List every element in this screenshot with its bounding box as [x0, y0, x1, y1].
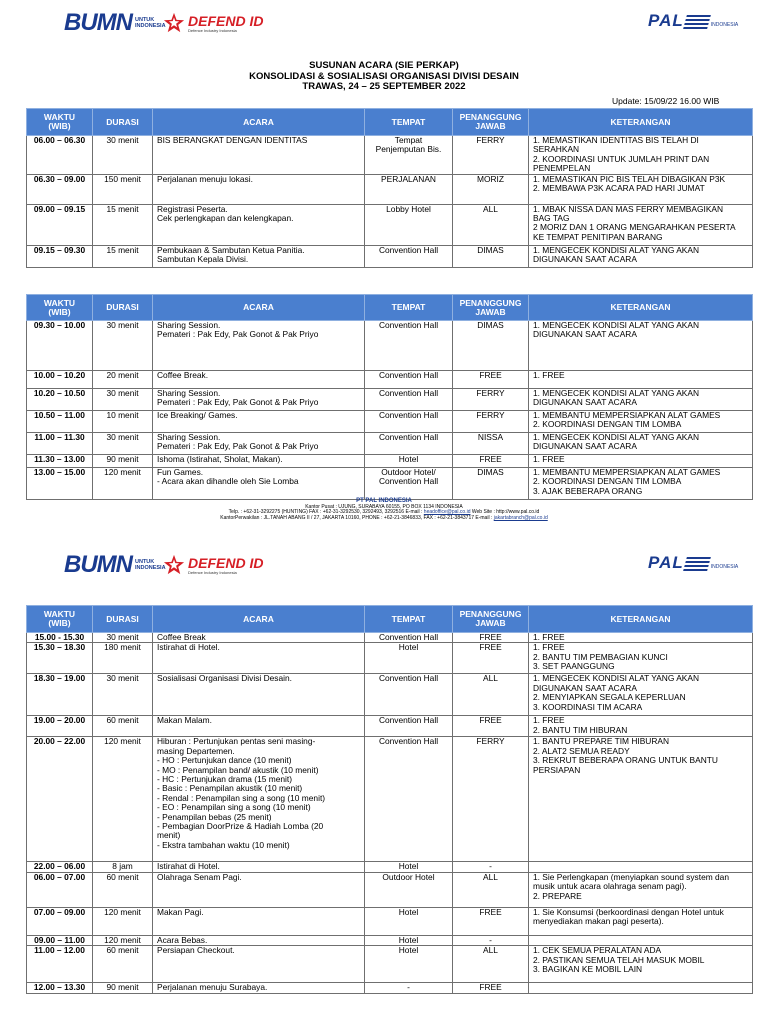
- bumn-logo-word: BUMN: [64, 9, 132, 36]
- cell-acara: Sharing Session. Pemateri : Pak Edy, Pak Gonot & Pak Priyo: [153, 433, 365, 455]
- cell-waktu: 07.00 – 09.00: [27, 907, 93, 935]
- bumn-logo: [64, 8, 165, 38]
- cell-tempat: Hotel: [365, 946, 453, 983]
- cell-keterangan: 1. MEMBANTU MEMPERSIAPKAN ALAT GAMES 2. KOORDINASI DENGAN TIM LOMBA: [529, 411, 753, 433]
- cell-penanggung-jawab: FERRY: [453, 411, 529, 433]
- company-footer: [0, 499, 768, 521]
- table-row: [27, 411, 753, 433]
- cell-tempat: Hotel: [365, 862, 453, 872]
- cell-keterangan: 1. MEMBANTU MEMPERSIAPKAN ALAT GAMES 2. KOORDINASI DENGAN TIM LOMBA 3. AJAK BEBERAPA ORANG: [529, 468, 753, 500]
- bumn-logo-sub: UNTUK INDONESIA: [135, 17, 166, 29]
- cell-durasi: 8 jam: [93, 862, 153, 872]
- cell-waktu: 06.00 – 06.30: [27, 136, 93, 175]
- cell-tempat: PERJALANAN: [365, 174, 453, 204]
- col-keterangan: KETERANGAN: [529, 109, 753, 136]
- cell-durasi: 30 menit: [93, 389, 153, 411]
- pal-logo-word: PAL: [648, 11, 684, 30]
- document-title: [0, 61, 768, 93]
- table-row: [27, 633, 753, 643]
- pal-logo-word: PAL: [648, 553, 684, 572]
- cell-waktu: 15.30 – 18.30: [27, 643, 93, 674]
- pal-stripes-icon: [683, 15, 711, 29]
- cell-tempat: Hotel: [365, 643, 453, 674]
- defend-logo-word: DEFEND ID: [188, 12, 264, 29]
- title-line-2: KONSOLIDASI & SOSIALISASI ORGANISASI DIVISI DESAIN: [249, 70, 519, 82]
- cell-keterangan: [529, 862, 753, 872]
- cell-durasi: 20 menit: [93, 371, 153, 389]
- cell-penanggung-jawab: DIMAS: [453, 321, 529, 371]
- cell-acara: Persiapan Checkout.: [153, 946, 365, 983]
- cell-keterangan: [529, 935, 753, 945]
- table-row: [27, 872, 753, 907]
- table-row: [27, 907, 753, 935]
- cell-acara: Pembukaan & Sambutan Ketua Panitia. Sambutan Kepala Divisi.: [153, 245, 365, 267]
- title-line-1: SUSUNAN ACARA (SIE PERKAP): [309, 60, 459, 71]
- cell-tempat: Outdoor Hotel: [365, 872, 453, 907]
- table-row: [27, 674, 753, 716]
- cell-durasi: 120 menit: [93, 737, 153, 862]
- cell-waktu: 11.30 – 13.00: [27, 455, 93, 468]
- cell-penanggung-jawab: FREE: [453, 716, 529, 737]
- cell-keterangan: 1. FREE 2. BANTU TIM PEMBAGIAN KUNCI 3. SET PAANGGUNG: [529, 643, 753, 674]
- cell-acara: Hiburan : Pertunjukan pentas seni masing- masing Departemen. - HO : Pertunjukan dance (10 menit) - MO : Penampilan band/ akustik (10 menit) - HC : Pertunjukan drama (15 menit) - Basic : Penampilan akustik (10 menit) - Rendal : Penampilan sing a song (10 menit) - EO : Penampilan sing a song (10 menit) - Penampilan bebas (25 menit) - Pembagian DoorPrize & Hadiah Lomba (20 menit) - Ekstra tambahan waktu (10 menit): [153, 737, 365, 862]
- cell-durasi: 60 menit: [93, 946, 153, 983]
- footer-phone-fax: Telp. : +62-31-3292275 (HUNTING) FAX : +62-31-3292530, 3292493, 3292516 E-mail :: [228, 509, 423, 516]
- cell-waktu: 11.00 – 12.00: [27, 946, 93, 983]
- pal-stripes-icon: [683, 557, 711, 571]
- table-row: [27, 174, 753, 204]
- cell-durasi: 90 menit: [93, 983, 153, 994]
- cell-durasi: 150 menit: [93, 174, 153, 204]
- cell-keterangan: 1. MEMASTIKAN PIC BIS TELAH DIBAGIKAN P3K 2. MEMBAWA P3K ACARA PAD HARI JUMAT: [529, 174, 753, 204]
- col-keterangan: KETERANGAN: [529, 606, 753, 633]
- cell-durasi: 30 menit: [93, 674, 153, 716]
- footer-email-branch[interactable]: jakartabranch@pal.co.id: [493, 514, 548, 521]
- cell-acara: Acara Bebas.: [153, 935, 365, 945]
- col-keterangan: KETERANGAN: [529, 295, 753, 321]
- table-row: [27, 245, 753, 267]
- title-line-3: TRAWAS, 24 – 25 SEPTEMBER 2022: [302, 81, 466, 92]
- cell-penanggung-jawab: FREE: [453, 371, 529, 389]
- cell-waktu: 18.30 – 19.00: [27, 674, 93, 716]
- update-timestamp: Update: 15/09/22 16.00 WIB: [612, 96, 720, 106]
- schedule-table-3: [26, 605, 753, 994]
- table-header-row: [27, 606, 753, 633]
- cell-keterangan: 1. Sie Perlengkapan (menyiapkan sound system dan musik untuk acara olahraga senam pagi). 2. PREPARE: [529, 872, 753, 907]
- cell-acara: Olahraga Senam Pagi.: [153, 872, 365, 907]
- defend-logo-word: DEFEND ID: [188, 554, 264, 571]
- cell-acara: Coffee Break.: [153, 371, 365, 389]
- logo-bar-page-2: [0, 550, 768, 580]
- col-acara: ACARA: [153, 109, 365, 136]
- cell-acara: Makan Pagi.: [153, 907, 365, 935]
- cell-penanggung-jawab: -: [453, 862, 529, 872]
- footer-branch-line: [0, 516, 768, 522]
- cell-penanggung-jawab: ALL: [453, 674, 529, 716]
- cell-acara: Ice Breaking/ Games.: [153, 411, 365, 433]
- cell-tempat: Tempat Penjemputan Bis.: [365, 136, 453, 175]
- cell-keterangan: 1. MEMASTIKAN IDENTITAS BIS TELAH DI SERAHKAN 2. KOORDINASI UNTUK JUMLAH PRINT DAN PENEMPELAN: [529, 136, 753, 175]
- cell-penanggung-jawab: ALL: [453, 204, 529, 245]
- bumn-logo: [64, 550, 165, 580]
- cell-penanggung-jawab: NISSA: [453, 433, 529, 455]
- cell-penanggung-jawab: FREE: [453, 643, 529, 674]
- cell-penanggung-jawab: -: [453, 935, 529, 945]
- defend-star-icon: [163, 554, 185, 576]
- cell-acara: Istirahat di Hotel.: [153, 643, 365, 674]
- footer-company-name: PT PAL INDONESIA: [356, 498, 412, 504]
- cell-waktu: 12.00 – 13.30: [27, 983, 93, 994]
- cell-waktu: 13.00 – 15.00: [27, 468, 93, 500]
- pal-logo: [648, 554, 738, 571]
- table-row: [27, 321, 753, 371]
- col-acara: ACARA: [153, 606, 365, 633]
- cell-waktu: 06.30 – 09.00: [27, 174, 93, 204]
- cell-tempat: Lobby Hotel: [365, 204, 453, 245]
- table-row: [27, 455, 753, 468]
- cell-waktu: 06.00 – 07.00: [27, 872, 93, 907]
- cell-waktu: 20.00 – 22.00: [27, 737, 93, 862]
- cell-tempat: Hotel: [365, 907, 453, 935]
- footer-branch-address: KantorPerwakilan : JL.TANAH ABANG II / 27, JAKARTA 10160, PHONE : +62-21-3846833, FAX : +62-21-3843717 E-mail :: [220, 514, 493, 521]
- bumn-logo-sub: UNTUK INDONESIA: [135, 559, 166, 571]
- footer-email-head-office[interactable]: headoffice@pal.co.id: [423, 509, 471, 516]
- cell-keterangan: 1. MENGECEK KONDISI ALAT YANG AKAN DIGUNAKAN SAAT ACARA: [529, 245, 753, 267]
- cell-penanggung-jawab: DIMAS: [453, 245, 529, 267]
- table-row: [27, 433, 753, 455]
- defend-id-logo: [163, 552, 263, 578]
- cell-penanggung-jawab: FERRY: [453, 389, 529, 411]
- cell-acara: Istirahat di Hotel.: [153, 862, 365, 872]
- cell-durasi: 90 menit: [93, 455, 153, 468]
- pal-logo-sub: INDONESIA: [710, 22, 739, 28]
- col-acara: ACARA: [153, 295, 365, 321]
- cell-acara: Makan Malam.: [153, 716, 365, 737]
- cell-keterangan: 1. FREE: [529, 371, 753, 389]
- cell-durasi: 30 menit: [93, 136, 153, 175]
- cell-tempat: Hotel: [365, 935, 453, 945]
- schedule-table-1: [26, 108, 753, 268]
- cell-penanggung-jawab: FREE: [453, 455, 529, 468]
- defend-id-logo: [163, 10, 263, 36]
- cell-penanggung-jawab: FREE: [453, 907, 529, 935]
- cell-keterangan: 1. CEK SEMUA PERALATAN ADA 2. PASTIKAN SEMUA TELAH MASUK MOBIL 3. BAGIKAN KE MOBIL LAIN: [529, 946, 753, 983]
- footer-website[interactable]: Web Site : http://www.pal.co.id: [471, 509, 540, 516]
- col-waktu: WAKTU (WIB): [27, 109, 93, 136]
- table-row: [27, 983, 753, 994]
- col-durasi: DURASI: [93, 295, 153, 321]
- cell-durasi: 30 menit: [93, 321, 153, 371]
- table-header-row: [27, 109, 753, 136]
- cell-keterangan: 1. FREE: [529, 455, 753, 468]
- table-row: [27, 389, 753, 411]
- cell-penanggung-jawab: FERRY: [453, 737, 529, 862]
- logo-bar-top: [0, 8, 768, 38]
- cell-acara: Fun Games. - Acara akan dihandle oleh Sie Lomba: [153, 468, 365, 500]
- cell-durasi: 180 menit: [93, 643, 153, 674]
- cell-durasi: 30 menit: [93, 633, 153, 643]
- cell-penanggung-jawab: ALL: [453, 872, 529, 907]
- cell-waktu: 19.00 – 20.00: [27, 716, 93, 737]
- defend-star-icon: [163, 12, 185, 34]
- cell-waktu: 22.00 – 06.00: [27, 862, 93, 872]
- table-row: [27, 643, 753, 674]
- cell-durasi: 120 menit: [93, 907, 153, 935]
- cell-durasi: 15 menit: [93, 245, 153, 267]
- cell-waktu: 09.00 – 09.15: [27, 204, 93, 245]
- defend-logo-sub: Defence Industry Indonesia: [188, 27, 237, 33]
- footer-head-office: Kantor Pusat : UJUNG, SURABAYA 60155, PO BOX 1134 INDONESIA: [305, 503, 463, 510]
- table-header-row: [27, 295, 753, 321]
- cell-penanggung-jawab: DIMAS: [453, 468, 529, 500]
- cell-waktu: 09.00 – 11.00: [27, 935, 93, 945]
- cell-durasi: 30 menit: [93, 433, 153, 455]
- cell-durasi: 15 menit: [93, 204, 153, 245]
- cell-keterangan: 1. MBAK NISSA DAN MAS FERRY MEMBAGIKAN BAG TAG 2 MORIZ DAN 1 ORANG MENGARAHKAN PESERTA KE TEMPAT PENITIPAN BARANG: [529, 204, 753, 245]
- table-row: [27, 371, 753, 389]
- defend-logo-sub: Defence Industry Indonesia: [188, 569, 237, 575]
- cell-waktu: 09.30 – 10.00: [27, 321, 93, 371]
- col-pj: PENANGGUNG JAWAB: [453, 606, 529, 633]
- pal-logo: [648, 12, 738, 29]
- cell-tempat: Convention Hall: [365, 245, 453, 267]
- cell-tempat: Convention Hall: [365, 716, 453, 737]
- schedule-table-2: [26, 294, 753, 500]
- cell-waktu: 10.20 – 10.50: [27, 389, 93, 411]
- cell-penanggung-jawab: MORIZ: [453, 174, 529, 204]
- cell-tempat: Hotel: [365, 455, 453, 468]
- cell-acara: BIS BERANGKAT DENGAN IDENTITAS: [153, 136, 365, 175]
- col-pj: PENANGGUNG JAWAB: [453, 295, 529, 321]
- col-waktu: WAKTU (WIB): [27, 295, 93, 321]
- table-row: [27, 946, 753, 983]
- table-row: [27, 862, 753, 872]
- cell-keterangan: 1. MENGECEK KONDISI ALAT YANG AKAN DIGUNAKAN SAAT ACARA 2. MENYIAPKAN SEGALA KEPERLUAN 3. KOORDINASI TIM ACARA: [529, 674, 753, 716]
- cell-durasi: 60 menit: [93, 716, 153, 737]
- cell-acara: Coffee Break: [153, 633, 365, 643]
- col-durasi: DURASI: [93, 606, 153, 633]
- cell-tempat: Convention Hall: [365, 411, 453, 433]
- cell-keterangan: [529, 983, 753, 994]
- cell-tempat: Convention Hall: [365, 389, 453, 411]
- cell-waktu: 10.00 – 10.20: [27, 371, 93, 389]
- col-tempat: TEMPAT: [365, 109, 453, 136]
- cell-tempat: Convention Hall: [365, 321, 453, 371]
- cell-acara: Perjalanan menuju Surabaya.: [153, 983, 365, 994]
- col-durasi: DURASI: [93, 109, 153, 136]
- cell-tempat: Convention Hall: [365, 737, 453, 862]
- cell-waktu: 11.00 – 11.30: [27, 433, 93, 455]
- col-tempat: TEMPAT: [365, 295, 453, 321]
- cell-tempat: Convention Hall: [365, 674, 453, 716]
- col-tempat: TEMPAT: [365, 606, 453, 633]
- cell-keterangan: 1. MENGECEK KONDISI ALAT YANG AKAN DIGUNAKAN SAAT ACARA: [529, 389, 753, 411]
- cell-penanggung-jawab: FERRY: [453, 136, 529, 175]
- bumn-logo-word: BUMN: [64, 551, 132, 578]
- cell-keterangan: 1. MENGECEK KONDISI ALAT YANG AKAN DIGUNAKAN SAAT ACARA: [529, 321, 753, 371]
- cell-acara: Sharing Session. Pemateri : Pak Edy, Pak Gonot & Pak Priyo: [153, 389, 365, 411]
- table-row: [27, 737, 753, 862]
- cell-keterangan: 1. Sie Konsumsi (berkoordinasi dengan Hotel untuk menyediakan makan pagi peserta).: [529, 907, 753, 935]
- cell-tempat: -: [365, 983, 453, 994]
- cell-acara: Sharing Session. Pemateri : Pak Edy, Pak Gonot & Pak Priyo: [153, 321, 365, 371]
- cell-tempat: Outdoor Hotel/ Convention Hall: [365, 468, 453, 500]
- cell-tempat: Convention Hall: [365, 433, 453, 455]
- table-row: [27, 935, 753, 945]
- cell-durasi: 120 menit: [93, 468, 153, 500]
- cell-tempat: Convention Hall: [365, 371, 453, 389]
- cell-waktu: 10.50 – 11.00: [27, 411, 93, 433]
- table-row: [27, 468, 753, 500]
- cell-waktu: 15.00 - 15.30: [27, 633, 93, 643]
- cell-durasi: 60 menit: [93, 872, 153, 907]
- cell-keterangan: 1. MENGECEK KONDISI ALAT YANG AKAN DIGUNAKAN SAAT ACARA: [529, 433, 753, 455]
- cell-penanggung-jawab: ALL: [453, 946, 529, 983]
- cell-acara: Registrasi Peserta. Cek perlengkapan dan kelengkapan.: [153, 204, 365, 245]
- cell-durasi: 120 menit: [93, 935, 153, 945]
- cell-durasi: 10 menit: [93, 411, 153, 433]
- cell-penanggung-jawab: FREE: [453, 983, 529, 994]
- cell-waktu: 09.15 – 09.30: [27, 245, 93, 267]
- table-row: [27, 204, 753, 245]
- pal-logo-sub: INDONESIA: [710, 564, 739, 570]
- cell-penanggung-jawab: FREE: [453, 633, 529, 643]
- col-pj: PENANGGUNG JAWAB: [453, 109, 529, 136]
- cell-acara: Ishoma (Istirahat, Sholat, Makan).: [153, 455, 365, 468]
- cell-keterangan: 1. FREE: [529, 633, 753, 643]
- cell-keterangan: 1. FREE 2. BANTU TIM HIBURAN: [529, 716, 753, 737]
- cell-keterangan: 1. BANTU PREPARE TIM HIBURAN 2. ALAT2 SEMUA READY 3. REKRUT BEBERAPA ORANG UNTUK BANTU PERSIAPAN: [529, 737, 753, 862]
- cell-tempat: Convention Hall: [365, 633, 453, 643]
- cell-acara: Perjalanan menuju lokasi.: [153, 174, 365, 204]
- cell-acara: Sosialisasi Organisasi Divisi Desain.: [153, 674, 365, 716]
- col-waktu: WAKTU (WIB): [27, 606, 93, 633]
- table-row: [27, 716, 753, 737]
- table-row: [27, 136, 753, 175]
